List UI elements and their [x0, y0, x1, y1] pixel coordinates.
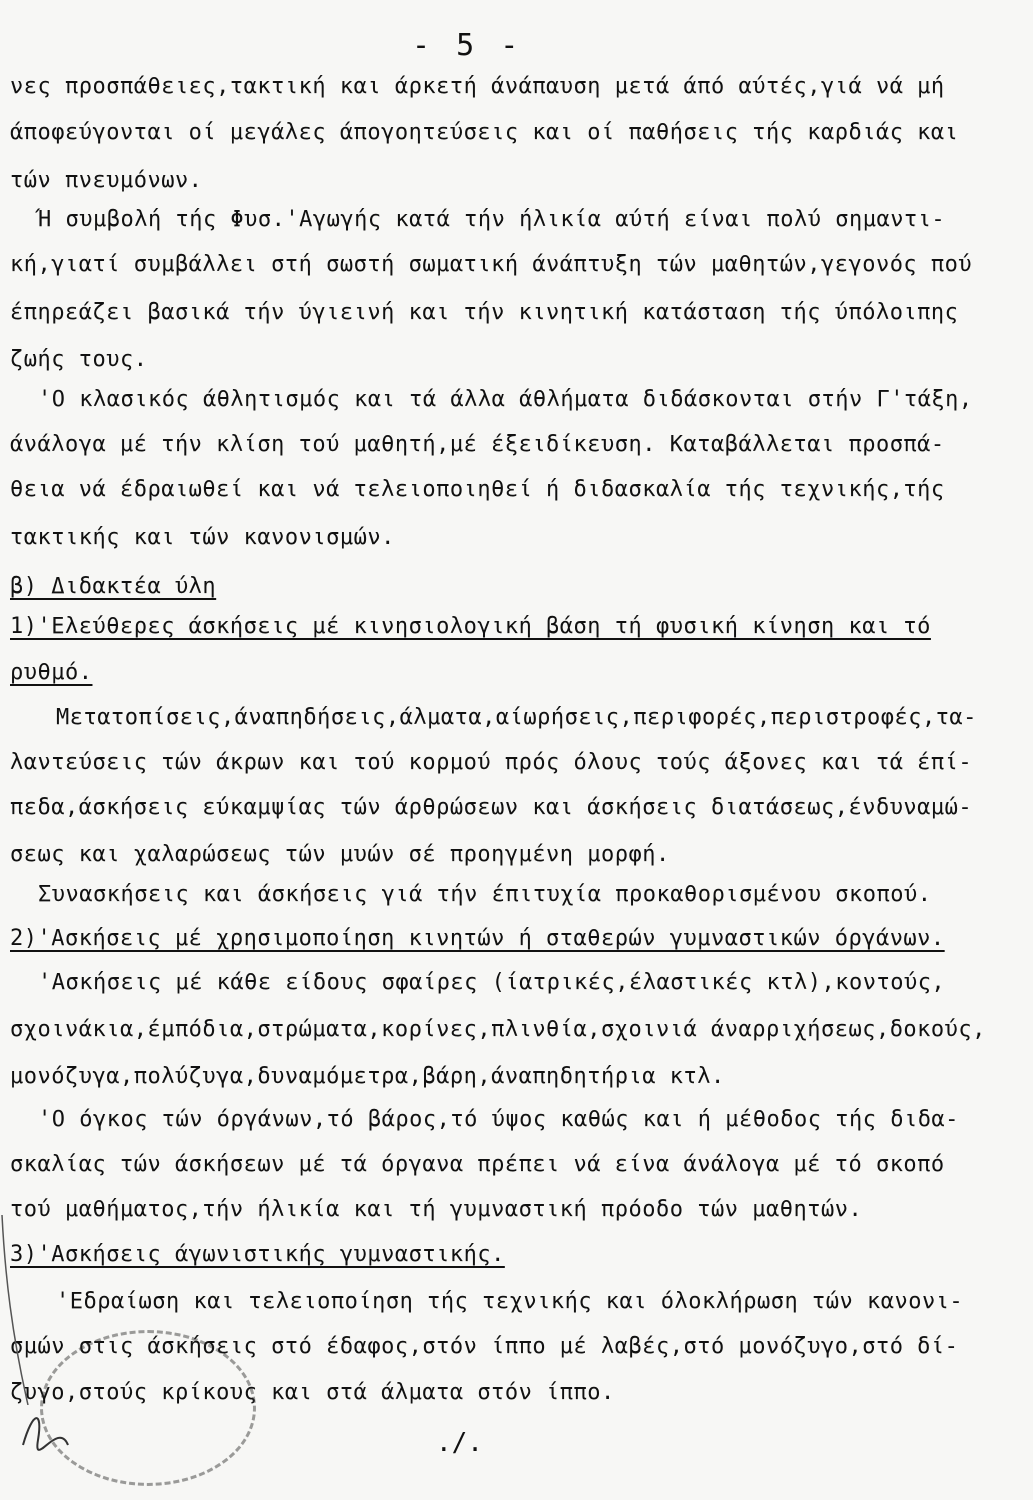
text-line: νες προσπάθειες,τακτική και άρκετή άνάπαυση μετά άπό αύτές,γιά νά μή [10, 74, 945, 99]
text-line: έπηρεάζει βασικά τήν ύγιεινή και τήν κινητική κατάσταση τής ύπόλοιπης [10, 300, 959, 325]
text-line: τών πνευμόνων. [10, 168, 203, 193]
text-line: άποφεύγονται οί μεγάλες άπογοητεύσεις και οί παθήσεις τής καρδιάς και [10, 120, 959, 145]
subsection-heading-cont: ρυθμό. [10, 660, 93, 685]
subsection-heading: 3)'Ασκήσεις άγωνιστικής γυμναστικής. [10, 1242, 505, 1267]
page-number: - 5 - [412, 28, 523, 63]
text-line: Συνασκήσεις και άσκήσεις γιά τήν έπιτυχία προκαθορισμένου σκοπού. [38, 882, 932, 907]
text-line: ζωής τους. [10, 347, 148, 372]
text-line: 'Ο όγκος τών όργάνων,τό βάρος,τό ύψος καθώς και ή μέθοδος τής διδα- [38, 1107, 959, 1132]
text-line: σμών στις άσκήσεις στό έδαφος,στόν ίππο μέ λαβές,στό μονόζυγο,στό δί- [10, 1334, 959, 1359]
subsection-heading: 2)'Ασκήσεις μέ χρησιμοποίηση κινητών ή σταθερών γυμναστικών όργάνων. [10, 926, 945, 951]
signature-mark [18, 1400, 78, 1460]
text-line: μονόζυγα,πολύζυγα,δυναμόμετρα,βάρη,άναπηδητήρια κτλ. [10, 1064, 725, 1089]
text-line: πεδα,άσκήσεις εύκαμψίας τών άρθρώσεων και άσκήσεις διατάσεως,ένδυναμώ- [10, 795, 973, 820]
text-line: σκαλίας τών άσκήσεων μέ τά όργανα πρέπει νά είνα άνάλογα μέ τό σκοπό [10, 1152, 945, 1177]
text-line: ζυγο,στούς κρίκους και στά άλματα στόν ίππο. [10, 1380, 615, 1405]
text-line: άνάλογα μέ τήν κλίση τού μαθητή,μέ έξειδίκευση. Καταβάλλεται προσπά- [10, 432, 945, 457]
text-line: 'Ο κλασικός άθλητισμός και τά άλλα άθλήματα διδάσκονται στήν Γ'τάξη, [38, 387, 973, 412]
text-line: κή,γιατί συμβάλλει στή σωστή σωματική άνάπτυξη τών μαθητών,γεγονός πού [10, 252, 973, 277]
text-line: τακτικής και τών κανονισμών. [10, 525, 395, 550]
subsection-heading: 1)'Ελεύθερες άσκήσεις μέ κινησιολογική βάση τή φυσική κίνηση και τό [10, 614, 931, 639]
text-line: τού μαθήματος,τήν ήλικία και τή γυμναστική πρόοδο τών μαθητών. [10, 1197, 863, 1222]
text-line: σεως και χαλαρώσεως τών μυών σέ προηγμένη μορφή. [10, 842, 670, 867]
continuation-mark: ./. [436, 1428, 483, 1458]
text-line: 'Εδραίωση και τελειοποίηση τής τεχνικής και όλοκλήρωση τών κανονι- [56, 1289, 964, 1314]
text-line: σχοινάκια,έμπόδια,στρώματα,κορίνες,πλινθία,σχοινιά άναρριχήσεως,δοκούς, [10, 1017, 986, 1042]
text-line: Ή συμβολή τής Φυσ.'Αγωγής κατά τήν ήλικία αύτή είναι πολύ σημαντι- [38, 207, 946, 232]
section-heading: β) Διδακτέα ύλη [10, 574, 217, 599]
text-line: 'Ασκήσεις μέ κάθε είδους σφαίρες (ίατρικές,έλαστικές κτλ),κοντούς, [38, 970, 946, 995]
text-line: λαντεύσεις τών άκρων και τού κορμού πρός όλους τούς άξονες και τά έπί- [10, 750, 973, 775]
text-line: Μετατοπίσεις,άναπηδήσεις,άλματα,αίωρήσεις,περιφορές,περιστροφές,τα- [56, 705, 977, 730]
text-line: θεια νά έδραιωθεί και νά τελειοποιηθεί ή διδασκαλία τής τεχνικής,τής [10, 477, 945, 502]
page-edge-mark [0, 1215, 30, 1405]
